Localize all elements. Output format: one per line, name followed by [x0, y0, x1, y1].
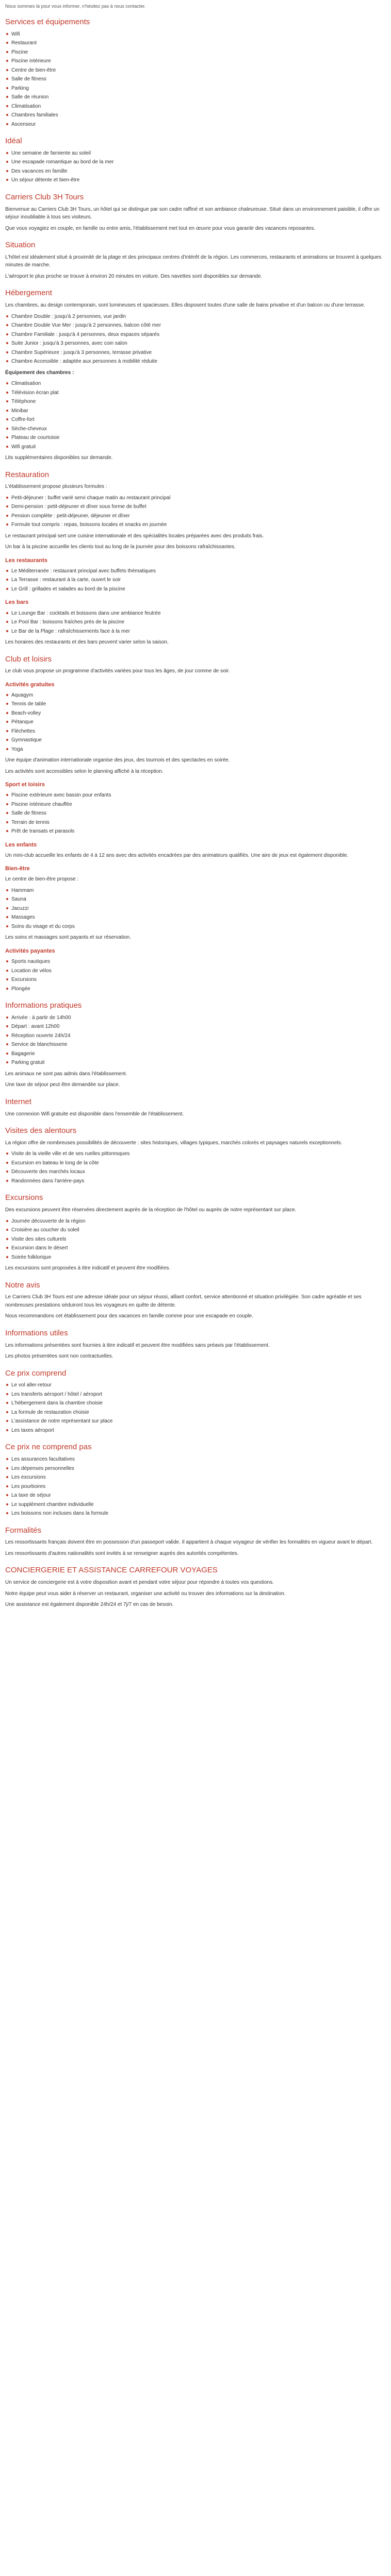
infos-paragraph-2: Une taxe de séjour peut être demandée sur place. — [5, 1082, 120, 1088]
list-item: Chambre Accessible : adaptée aux personnes à mobilité réduite — [5, 358, 386, 366]
list-item: Les taxes aéroport — [5, 1427, 386, 1435]
list-item: Le Pool Bar : boissons fraîches près de la piscine — [5, 618, 386, 626]
formalites-section — [5, 1526, 386, 1558]
wifi-title: Internet — [5, 1097, 31, 1106]
room-types-list — [5, 313, 386, 366]
list-item: Excursion en bateau le long de la côte — [5, 1159, 386, 1167]
wifi-section — [5, 1097, 386, 1118]
restauration-paragraph-1: Le restaurant principal sert une cuisine internationale et des spécialités locales préparées avec des produits frais. — [5, 533, 264, 539]
infos-paragraph-1: Les animaux ne sont pas admis dans l'établissement. — [5, 1071, 127, 1077]
list-item: Pension complète : petit-déjeuner, déjeuner et dîner — [5, 512, 386, 520]
list-item: Les assurances facultatives — [5, 1455, 386, 1464]
list-item: Hammam — [5, 887, 386, 895]
list-item: Une escapade romantique au bord de la mer — [5, 158, 386, 166]
list-item: Coffre-fort — [5, 416, 386, 424]
situation-paragraph-2: L'aéroport le plus proche se trouve à environ 20 minutes en voiture. Des navettes sont disponibles sur demande. — [5, 273, 263, 279]
list-item: Petit-déjeuner : buffet varié servi chaque matin au restaurant principal — [5, 494, 386, 502]
restauration-intro: L'établissement propose plusieurs formules : — [5, 484, 107, 490]
list-item: Salle de réunion — [5, 93, 386, 101]
list-item: Piscine intérieure chauffée — [5, 801, 386, 809]
wifi-paragraph: Une connexion Wifi gratuite est disponible dans l'ensemble de l'établissement. — [5, 1111, 184, 1117]
list-item: Centre de bien-être — [5, 66, 386, 75]
services-list — [5, 30, 386, 129]
excursions-paragraph: Des excursions peuvent être réservées directement auprès de la réception de l'hôtel ou auprès de notre représentant sur place. — [5, 1207, 297, 1213]
services-title: Services et équipements — [5, 17, 90, 26]
list-item: Les boissons non incluses dans la formule — [5, 1510, 386, 1518]
list-item: Téléphone — [5, 398, 386, 406]
hebergement-title: Hébergement — [5, 289, 52, 298]
list-item: Wifi — [5, 30, 386, 39]
list-item: Les excursions — [5, 1473, 386, 1482]
list-item: Chambres familiales — [5, 111, 386, 120]
restauration-paragraph-3: Les horaires des restaurants et des bars peuvent varier selon la saison. — [5, 639, 169, 646]
excursions-list — [5, 1217, 386, 1262]
list-item: Le vol aller-retour — [5, 1381, 386, 1389]
restaurants-subtitle: Les restaurants — [5, 557, 47, 564]
non-compris-list — [5, 1455, 386, 1518]
list-item: Jacuzzi — [5, 905, 386, 913]
compris-section — [5, 1369, 386, 1435]
list-item: Bagagerie — [5, 1050, 386, 1058]
infos-list — [5, 1014, 386, 1067]
visites-list — [5, 1150, 386, 1185]
wellness-list — [5, 887, 386, 931]
list-item: Demi-pension : petit-déjeuner et dîner sous forme de buffet — [5, 503, 386, 511]
list-item: La Terrasse : restaurant à la carte, ouvert le soir — [5, 576, 386, 584]
sport-subtitle: Sport et loisirs — [5, 782, 45, 788]
list-item: Les dépenses personnelles — [5, 1465, 386, 1473]
conciergerie-title: CONCIERGERIE ET ASSISTANCE CARREFOUR VOYAGES — [5, 1566, 218, 1575]
list-item: Piscine extérieure avec bassin pour enfants — [5, 791, 386, 800]
club-paragraph-2: Les activités sont accessibles selon le planning affiché à la réception. — [5, 768, 164, 774]
avis-title: Notre avis — [5, 1280, 40, 1290]
list-item: Excursions — [5, 976, 386, 984]
list-item: Soins du visage et du corps — [5, 923, 386, 931]
list-item: Les pourboires — [5, 1483, 386, 1491]
restaurants-list — [5, 567, 386, 594]
list-item: Piscine intérieure — [5, 57, 386, 65]
situation-title: Situation — [5, 241, 36, 250]
list-item: Ascenseur — [5, 121, 386, 129]
club-title: Club et loisirs — [5, 654, 52, 664]
list-item: Sèche-cheveux — [5, 425, 386, 433]
non-compris-section — [5, 1443, 386, 1517]
ideal-list — [5, 149, 386, 184]
list-item: Le Lounge Bar : cocktails et boissons dans une ambiance feutrée — [5, 609, 386, 618]
list-item: L'assistance de notre représentant sur place — [5, 1417, 386, 1426]
carriers-paragraph-2: Que vous voyagiez en couple, en famille ou entre amis, l'établissement met tout en œuvre pour vous garantir des vacances reposantes. — [5, 225, 316, 231]
list-item: Sports nautiques — [5, 958, 386, 966]
list-item: Télévision écran plat — [5, 389, 386, 397]
list-item: Visite de la vieille ville et de ses ruelles pittoresques — [5, 1150, 386, 1158]
list-item: Plateau de courtoisie — [5, 434, 386, 442]
list-item: Minibar — [5, 407, 386, 415]
list-item: Climatisation — [5, 380, 386, 388]
bars-subtitle: Les bars — [5, 599, 29, 606]
list-item: Parking gratuit — [5, 1059, 386, 1067]
formalites-paragraph-1: Les ressortissants français doivent être en possession d'un passeport valide. Il appartient à chaque voyageur de vérifier les formalités en vigueur avant le départ. — [5, 1539, 373, 1546]
infos-utiles-section — [5, 1329, 386, 1361]
list-item: Climatisation — [5, 103, 386, 111]
list-item: Le Méditerranée : restaurant principal avec buffets thématiques — [5, 567, 386, 575]
excursions-section — [5, 1193, 386, 1272]
services-section — [5, 18, 386, 128]
bars-list — [5, 609, 386, 636]
club-section — [5, 655, 386, 993]
list-item: Réception ouverte 24h/24 — [5, 1032, 386, 1040]
list-item: Chambre Familiale : jusqu'à 4 personnes, deux espaces séparés — [5, 331, 386, 339]
restauration-paragraph-2: Un bar à la piscine accueille les clients tout au long de la journée pour des boissons rafraîchissantes. — [5, 544, 236, 550]
list-item: Arrivée : à partir de 14h00 — [5, 1014, 386, 1022]
free-activities-subtitle: Activités gratuites — [5, 681, 55, 688]
list-item: Départ : avant 12h00 — [5, 1023, 386, 1031]
kids-paragraph: Un mini-club accueille les enfants de 4 à 12 ans avec des activités encadrées par des animateurs qualifiés. Une aire de jeux est également disponible. — [5, 852, 349, 858]
visites-paragraph: La région offre de nombreuses possibilités de découverte : sites historiques, villages typiques, marchés colorés et paysages naturels exceptionnels. — [5, 1140, 343, 1146]
list-item: Des vacances en famille — [5, 167, 386, 176]
visites-title: Visites des alentours — [5, 1126, 77, 1136]
kids-subtitle: Les enfants — [5, 841, 37, 848]
list-item: Soirée folklorique — [5, 1253, 386, 1262]
free-activities-list — [5, 691, 386, 754]
hebergement-section — [5, 289, 386, 462]
room-equipment-list — [5, 380, 386, 451]
list-item: Pétanque — [5, 718, 386, 726]
room-note: Lits supplémentaires disponibles sur demande. — [5, 455, 113, 461]
list-item: Une semaine de farniente au soleil — [5, 149, 386, 158]
list-item: Beach-volley — [5, 709, 386, 718]
hebergement-paragraph: Les chambres, au design contemporain, sont lumineuses et spacieuses. Elles disposent toutes d'une salle de bains privative et d'un balcon ou d'une terrasse. — [5, 302, 365, 309]
list-item: Suite Junior : jusqu'à 3 personnes, avec coin salon — [5, 340, 386, 348]
carriers-title: Carriers Club 3H Tours — [5, 192, 84, 201]
situation-paragraph-1: L'hôtel est idéalement situé à proximité de la plage et des principaux centres d'intérêt de la région. Les commerces, restaurants et animations se trouvent à quelques minutes de marche. — [5, 254, 382, 268]
list-item: Restaurant — [5, 39, 386, 47]
list-item: Le supplément chambre individuelle — [5, 1501, 386, 1509]
infos-title: Informations pratiques — [5, 1001, 82, 1010]
wellness-subtitle: Bien-être — [5, 866, 30, 872]
formalites-title: Formalités — [5, 1526, 42, 1535]
conciergerie-section — [5, 1566, 386, 1608]
excursions-title: Excursions — [5, 1193, 43, 1202]
wellness-note: Les soins et massages sont payants et sur réservation. — [5, 935, 132, 941]
list-item: Les transferts aéroport / hôtel / aéroport — [5, 1391, 386, 1399]
avis-paragraph-2: Nous recommandons cet établissement pour des vacances en famille comme pour une escapade en couple. — [5, 1313, 253, 1319]
list-item: Un séjour détente et bien-être — [5, 176, 386, 184]
ideal-section — [5, 137, 386, 184]
list-item: Salle de fitness — [5, 809, 386, 818]
list-item: Fléchettes — [5, 727, 386, 736]
wellness-intro: Le centre de bien-être propose : — [5, 876, 79, 883]
list-item: Visite des sites culturels — [5, 1235, 386, 1244]
infos-section — [5, 1001, 386, 1089]
paid-activities-list — [5, 958, 386, 993]
list-item: Formule tout compris : repas, boissons locales et snacks en journée — [5, 521, 386, 529]
club-intro: Le club vous propose un programme d'activités variées pour tous les âges, de jour comme de soir. — [5, 668, 230, 674]
list-item: Plongée — [5, 985, 386, 993]
list-item: Wifi gratuit — [5, 443, 386, 451]
infos-utiles-title: Informations utiles — [5, 1328, 68, 1337]
intro-note: Nous sommes là pour vous informer, n'hésitez pas à nous contacter. — [5, 4, 146, 9]
list-item: Journée découverte de la région — [5, 1217, 386, 1226]
list-item: Parking — [5, 84, 386, 93]
ideal-title: Idéal — [5, 137, 22, 146]
list-item: Terrain de tennis — [5, 819, 386, 827]
list-item: Tennis de table — [5, 700, 386, 708]
list-item: Service de blanchisserie — [5, 1041, 386, 1049]
list-item: Massages — [5, 913, 386, 922]
conciergerie-paragraph-2: Notre équipe peut vous aider à réserver un restaurant, organiser une activité ou trouver des informations sur la destination. — [5, 1590, 286, 1597]
list-item: La taxe de séjour — [5, 1492, 386, 1500]
list-item: Location de vélos — [5, 967, 386, 975]
list-item: Chambre Supérieure : jusqu'à 3 personnes, terrasse privative — [5, 349, 386, 357]
restauration-title: Restauration — [5, 470, 50, 479]
list-item: Yoga — [5, 745, 386, 754]
list-item: Gymnastique — [5, 736, 386, 744]
list-item: Chambre Double : jusqu'à 2 personnes, vue jardin — [5, 313, 386, 321]
room-equipment-title: Équipement des chambres : — [5, 369, 74, 376]
list-item: Le Grill : grillades et salades au bord de la piscine — [5, 585, 386, 594]
sport-list — [5, 791, 386, 836]
list-item: Randonnées dans l'arrière-pays — [5, 1177, 386, 1185]
situation-section — [5, 241, 386, 280]
avis-section — [5, 1281, 386, 1320]
infos-utiles-paragraph-2: Les photos présentées sont non contractuelles. — [5, 1353, 113, 1360]
restauration-section — [5, 470, 386, 647]
compris-list — [5, 1381, 386, 1434]
list-item: Aquagym — [5, 691, 386, 700]
visites-section — [5, 1126, 386, 1185]
infos-utiles-paragraph-1: Les informations présentées sont fournies à titre indicatif et peuvent être modifiées sans préavis par l'établissement. — [5, 1342, 270, 1348]
conciergerie-paragraph-3: Une assistance est également disponible 24h/24 et 7j/7 en cas de besoin. — [5, 1602, 174, 1608]
restauration-formulas-list — [5, 494, 386, 529]
carriers-section — [5, 193, 386, 232]
list-item: Découverte des marchés locaux — [5, 1168, 386, 1176]
list-item: Excursion dans le désert — [5, 1244, 386, 1252]
list-item: Le Bar de la Plage : rafraîchissements face à la mer — [5, 628, 386, 636]
non-compris-title: Ce prix ne comprend pas — [5, 1443, 92, 1452]
list-item: Piscine — [5, 48, 386, 57]
paid-activities-subtitle: Activités payantes — [5, 947, 55, 954]
avis-paragraph-1: Le Carriers Club 3H Tours est une adresse idéale pour un séjour réussi, alliant confort, service attentionné et situation privilégiée. Son cadre agréable et ses nombreuses prestations séduiront tous les voyageurs en quête de détente. — [5, 1294, 362, 1308]
page — [5, 3, 386, 1609]
list-item: Croisière au coucher du soleil — [5, 1226, 386, 1234]
list-item: Chambre Double Vue Mer : jusqu'à 2 personnes, balcon côté mer — [5, 321, 386, 330]
list-item: L'hébergement dans la chambre choisie — [5, 1399, 386, 1408]
conciergerie-paragraph-1: Un service de conciergerie est à votre disposition avant et pendant votre séjour pour répondre à toutes vos questions. — [5, 1580, 274, 1586]
list-item: Salle de fitness — [5, 75, 386, 83]
excursions-note: Les excursions sont proposées à titre indicatif et peuvent être modifiées. — [5, 1265, 171, 1272]
list-item: Sauna — [5, 895, 386, 904]
formalites-paragraph-2: Les ressortissants d'autres nationalités sont invités à se renseigner auprès des autorités compétentes. — [5, 1550, 239, 1556]
list-item: La formule de restauration choisie — [5, 1409, 386, 1417]
club-paragraph-1: Une équipe d'animation internationale organise des jeux, des tournois et des spectacles en soirée. — [5, 757, 230, 764]
carriers-paragraph-1: Bienvenue au Carriers Club 3H Tours, un hôtel qui se distingue par son cadre raffiné et son ambiance chaleureuse. Situé dans un environnement paisible, il offre un séjour inoubliable à tous ses visiteurs. — [5, 206, 380, 221]
compris-title: Ce prix comprend — [5, 1368, 67, 1378]
list-item: Prêt de transats et parasols — [5, 827, 386, 836]
